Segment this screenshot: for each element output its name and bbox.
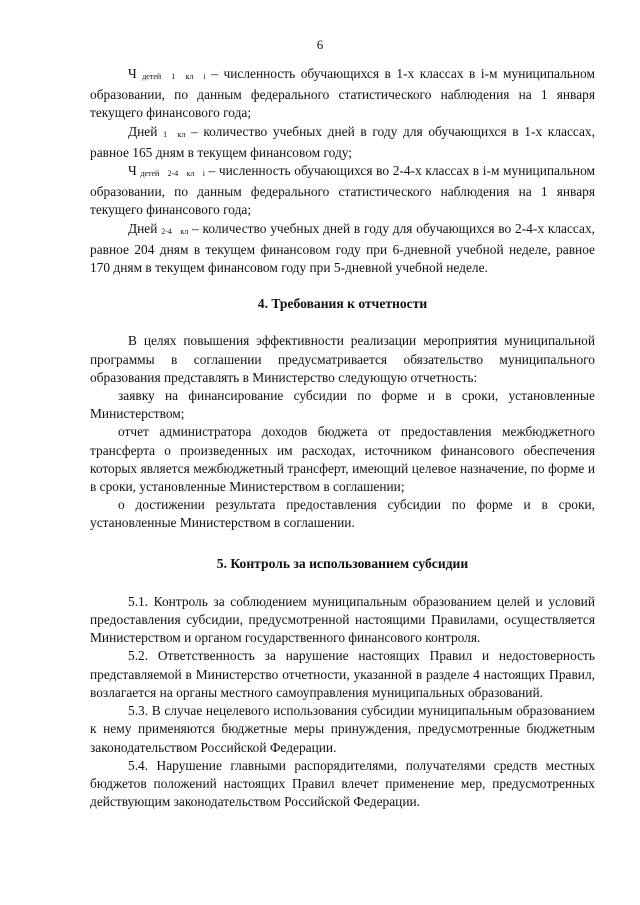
definition-text: – количество учебных дней в году для обучающихся в 1-х классах, равное 165 дням в текущем финансовом году; [90,123,595,160]
definition-subscript: 2-4 кл [161,226,189,236]
report-item: о достижении результата предоставления субсидии по форме и в сроки, установленные Министерством в соглашении. [90,497,595,531]
definition-paragraph [90,162,595,220]
section-5-paragraph: 5.2. Ответственность за нарушение настоящих Правил и недостоверность представляемой в Министерство отчетности, указанной в разделе 4 настоящих Правил, возлагается на органы местного самоуправления муниципальных образований. [90,648,595,700]
definition-subscript: детей 1 кл i [142,72,206,81]
definition-text: – численность обучающихся в 1-х классах в i-м муниципальном образовании, по данным федерального статистического наблюдения на 1 января текущего финансового года; [90,66,595,121]
definition-symbol: Дней [128,220,158,236]
section-4-intro: В целях повышения эффективности реализации мероприятия муниципальной программы в соглашении предусматривается обязательство муниципального образования представлять в Министерство следующую отчетность: [90,333,595,385]
definition-subscript: детей 2-4 кл i [140,169,205,179]
section-5-paragraph: 5.4. Нарушение главными распорядителями, получателями средств местных бюджетов положений настоящих Правил влечет применение мер, предусмотренных действующим законодательством Российской Федерации. [90,757,595,810]
definition-symbol: Ч [128,163,137,179]
section-5-paragraph: 5.1. Контроль за соблюдением муниципальным образованием целей и условий предоставления субсидии, предусмотренной настоящими Правилами, осуществляется Министерством и органом государственного финансового контроля. [90,593,595,646]
definition-paragraph [90,65,595,123]
definition-symbol: Дней [128,123,158,139]
section-5-paragraph: 5.3. В случае нецелевого использования субсидии муниципальным образованием к нему применяются бюджетные меры принуждения, предусмотренные бюджетным законодательством Российской Федерации. [90,703,595,755]
definition-text: – численность обучающихся во 2-4-х классах в i-м муниципальном образовании, по данным федерального статистического наблюдения на 1 января текущего финансового года; [90,163,595,218]
page-number: 6 [316,37,324,52]
definition-subscript: 1 кл [163,129,186,139]
section-5-heading: 5. Контроль за использованием субсидии [216,555,469,571]
document-body [90,65,595,811]
definition-paragraph [90,123,595,162]
definition-text: – количество учебных дней в году для обучающихся во 2-4-х классах, равное 204 дням в текущем финансовом году при 6-дневной учебной неделе, равное 170 дням в текущем финансовом году при 5-дневной учебной неделе. [90,220,595,276]
definition-paragraph [90,220,595,278]
report-item: заявку на финансирование субсидии по форме и в сроки, установленные Министерством; [90,388,595,422]
report-item: отчет администратора доходов бюджета от предоставления межбюджетного трансферта о произведенных им расходах, источником финансового обеспечения которых является межбюджетный трансферт, имеющий целевое назначение, по форме и в сроки, установленные Министерством в соглашении; [90,424,595,495]
definition-symbol: Ч [128,66,137,81]
section-4-heading: 4. Требования к отчетности [257,296,428,312]
